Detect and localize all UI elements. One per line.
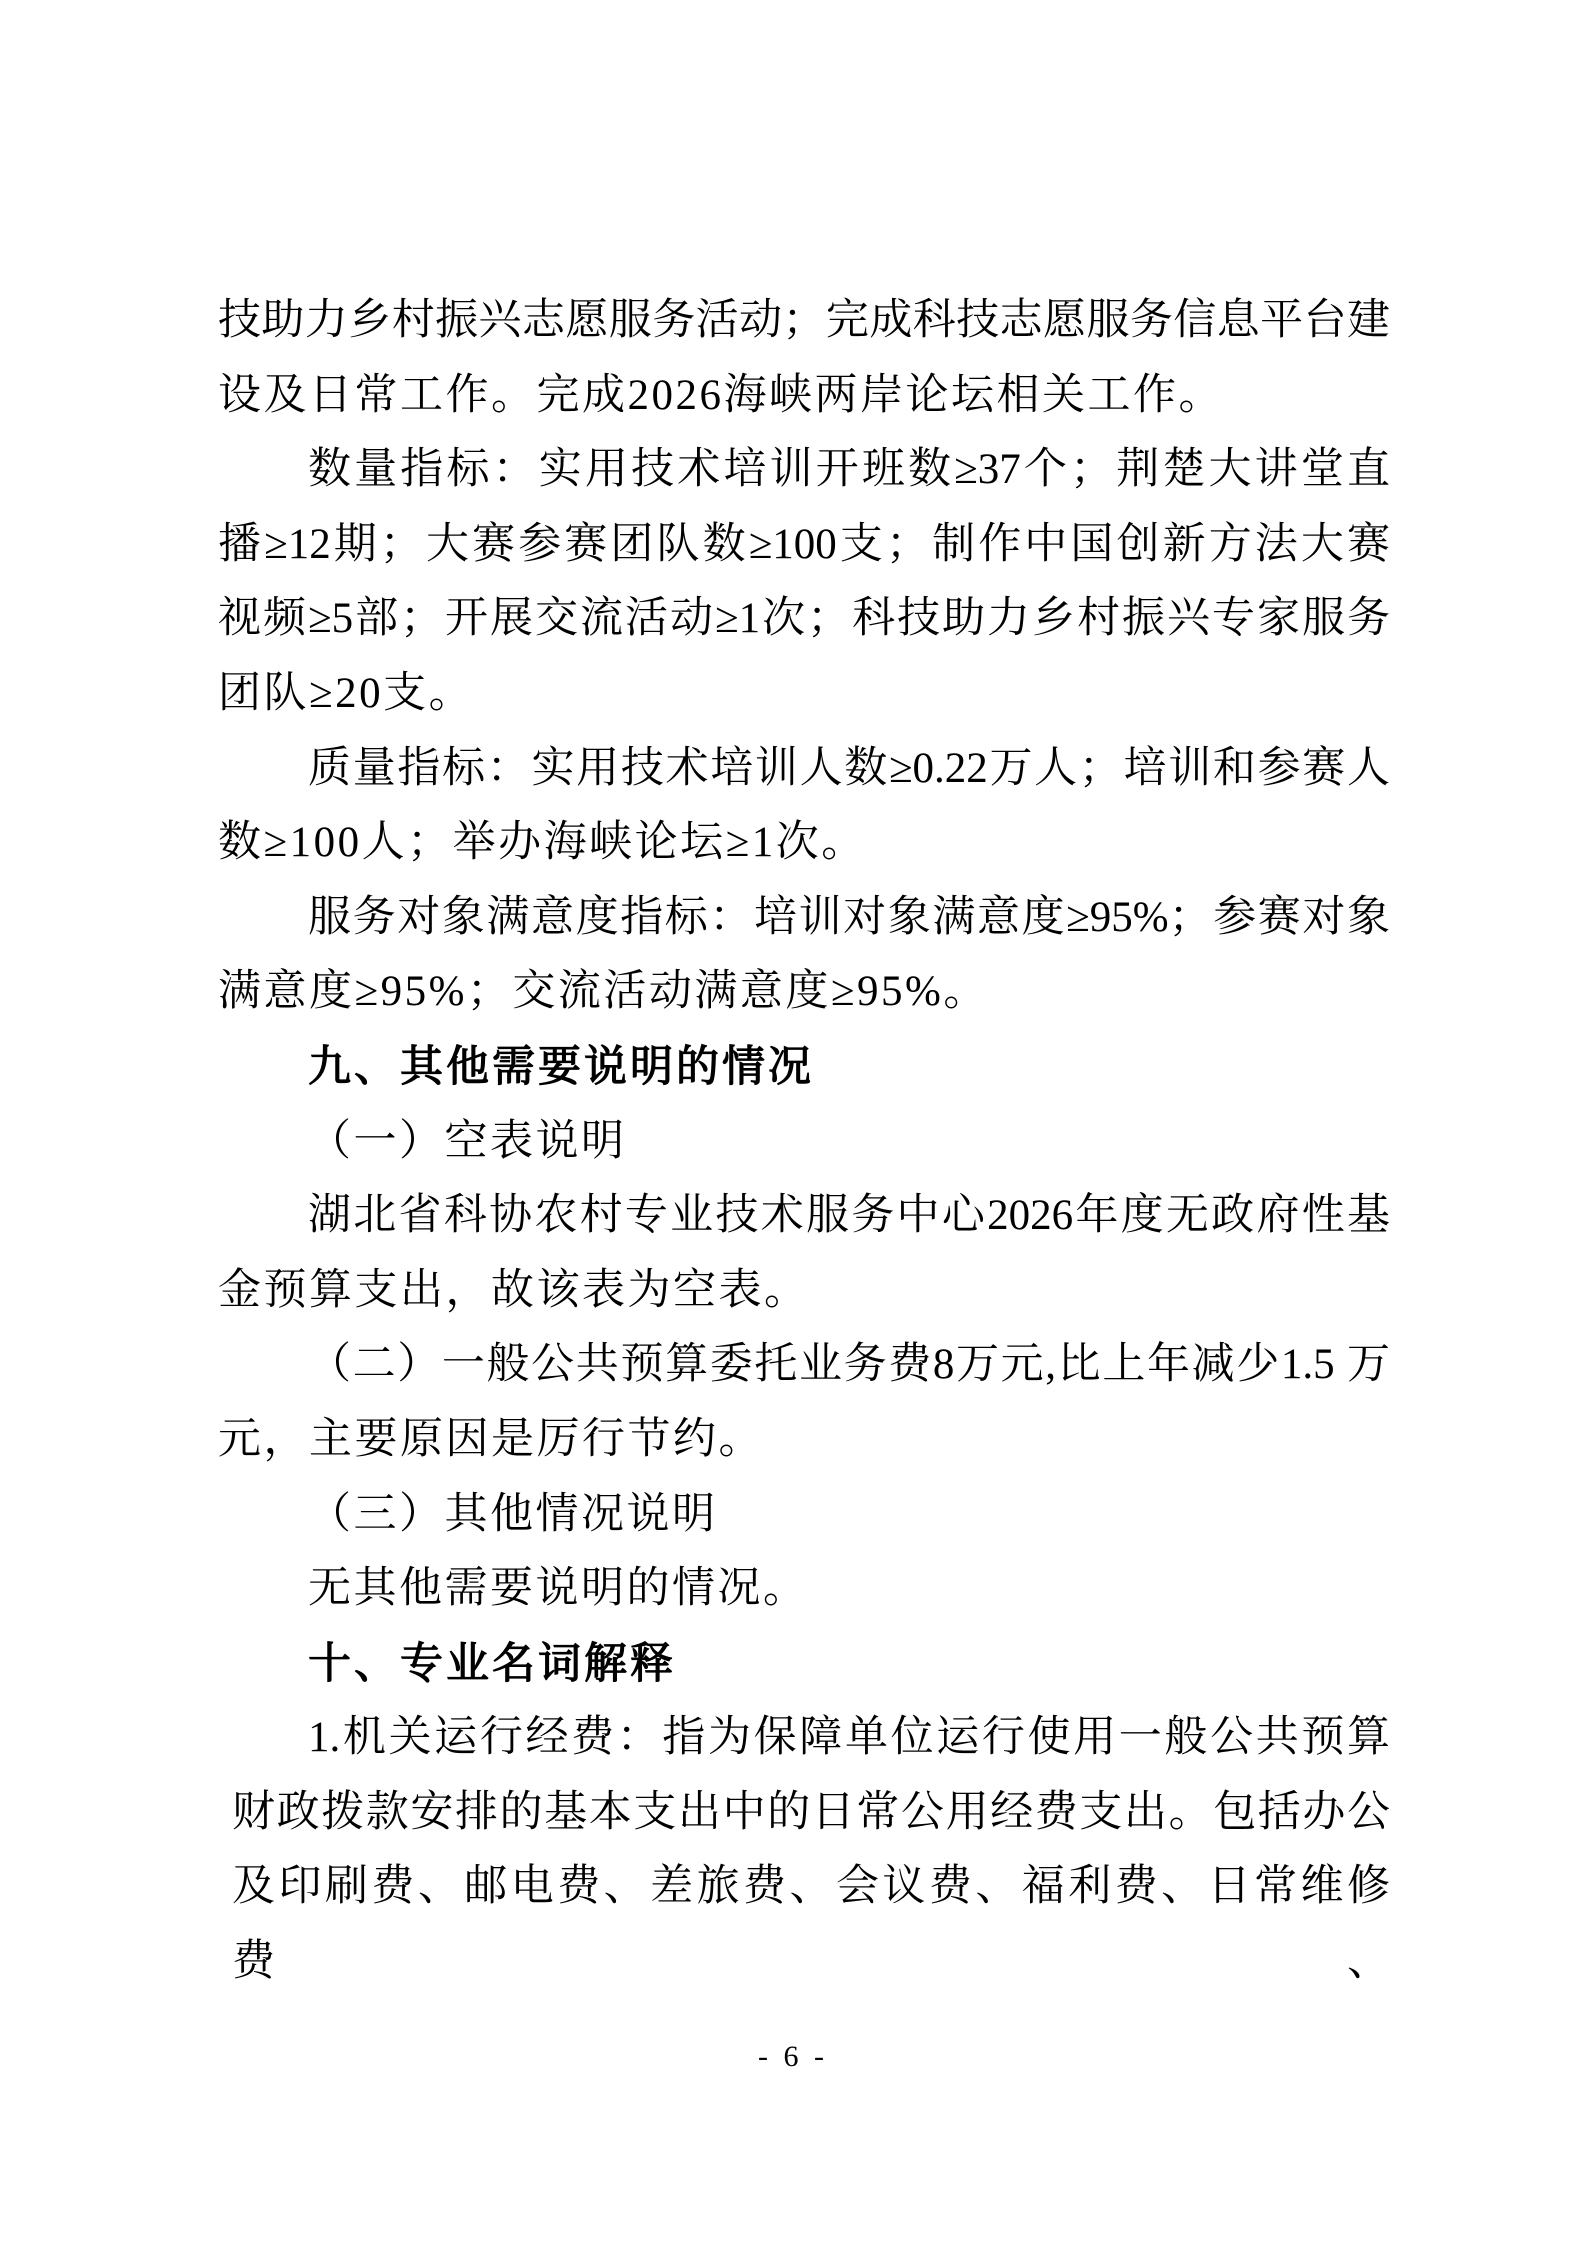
text-line: 十、专业名词解释 bbox=[308, 1639, 676, 1688]
text-line: 服务对象满意度指标：培训对象满意度≥95%；参赛对象 bbox=[308, 893, 1390, 941]
text-line: 元，主要原因是厉行节约。 bbox=[218, 1415, 764, 1463]
text-line: 湖北省科协农村专业技术服务中心2026年度无政府性基 bbox=[308, 1192, 1390, 1240]
text-line: 播≥12期；大赛参赛团队数≥100支；制作中国创新方法大赛 bbox=[218, 520, 1390, 568]
text-line: 团队≥20支。 bbox=[218, 669, 475, 717]
text-line: 设及日常工作。完成2026海峡两岸论坛相关工作。 bbox=[218, 371, 1224, 419]
text-line: （一）空表说明 bbox=[308, 1117, 627, 1165]
text-line: 金预算支出，故该表为空表。 bbox=[218, 1266, 810, 1314]
text-line: （二）一般公共预算委托业务费8万元,比上年减少1.5 万 bbox=[308, 1341, 1390, 1389]
document-body bbox=[218, 284, 1390, 1986]
text-line: 数量指标：实用技术培训开班数≥37个；荆楚大讲堂直 bbox=[308, 446, 1390, 494]
text-line: 及印刷费、邮电费、差旅费、会议费、福利费、日常维修费、 bbox=[232, 1863, 1390, 1986]
text-line: 技助力乡村振兴志愿服务活动；完成科技志愿服务信息平台建 bbox=[218, 297, 1390, 344]
text-line: 九、其他需要说明的情况 bbox=[308, 1042, 814, 1091]
text-line: 1.机关运行经费：指为保障单位运行使用一般公共预算 bbox=[308, 1714, 1390, 1762]
text-line: 无其他需要说明的情况。 bbox=[308, 1565, 809, 1613]
text-line: 视频≥5部；开展交流活动≥1次；科技助力乡村振兴专家服务 bbox=[218, 595, 1390, 643]
text-line: 数≥100人；举办海峡论坛≥1次。 bbox=[218, 819, 867, 867]
page-number: - 6 - bbox=[758, 2040, 828, 2073]
text-line: （三）其他情况说明 bbox=[308, 1490, 718, 1538]
text-line: 质量指标：实用技术培训人数≥0.22万人；培训和参赛人 bbox=[308, 744, 1390, 792]
text-line: 满意度≥95%；交流活动满意度≥95%。 bbox=[218, 968, 989, 1016]
text-line: 财政拨款安排的基本支出中的日常公用经费支出。包括办公 bbox=[232, 1788, 1390, 1836]
